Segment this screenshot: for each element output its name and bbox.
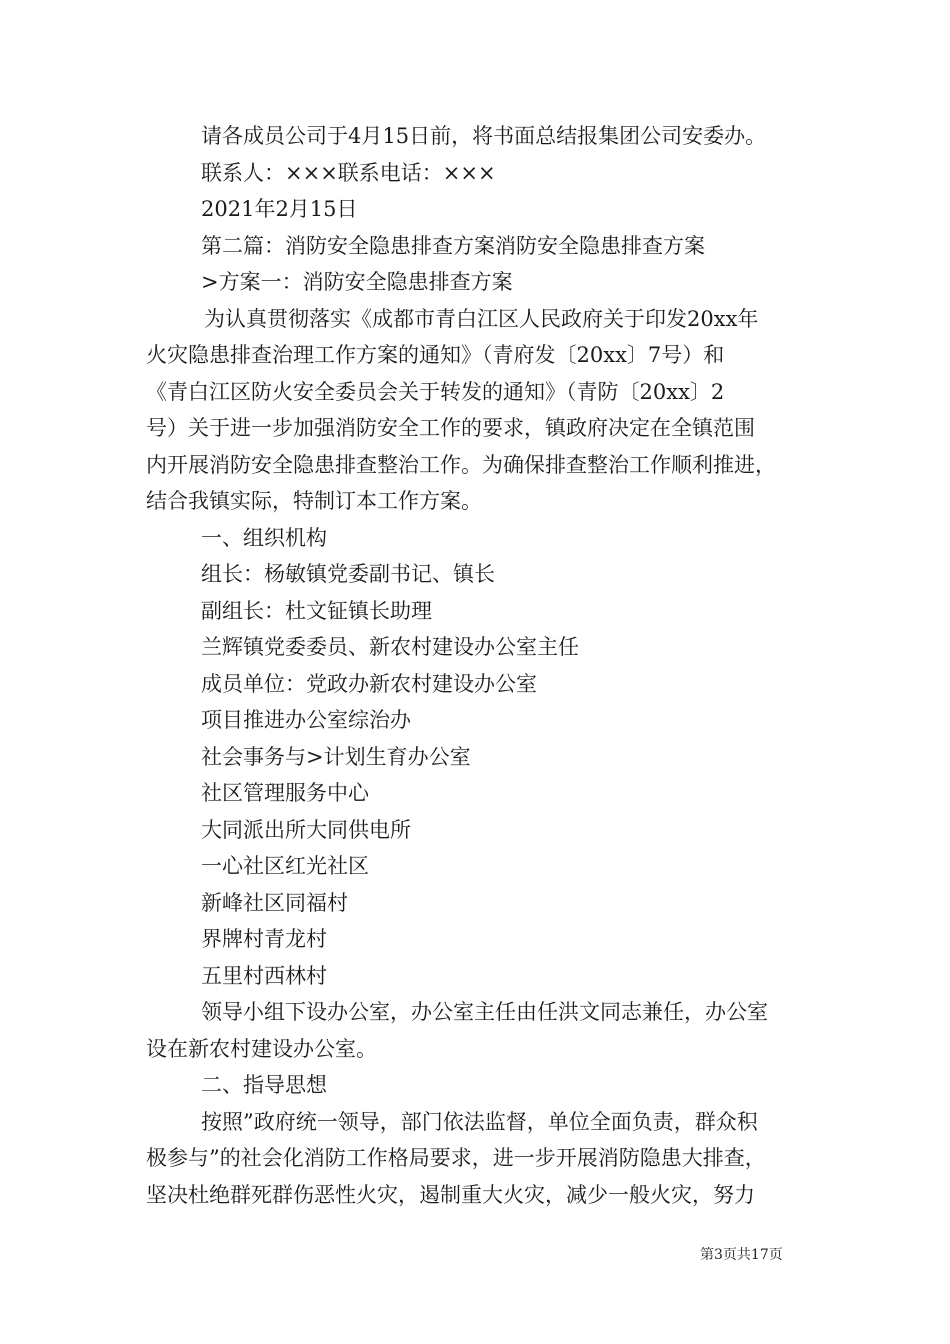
paragraph-line: 结合我镇实际，特制订本工作方案。 xyxy=(146,489,482,513)
contact-line: 联系人：×××联系电话：××× xyxy=(201,160,496,185)
paragraph-line: 极参与”的社会化消防工作格局要求，进一步开展消防隐患大排查， xyxy=(146,1146,766,1170)
paragraph-line: 火灾隐患排查治理工作方案的通知》（青府发〔20xx〕7号）和 xyxy=(146,343,725,367)
org-line: 社区管理服务中心 xyxy=(201,781,369,805)
paragraph-line: 坚决杜绝群死群伤恶性火灾，遏制重大火灾，减少一般火灾，努力 xyxy=(146,1182,755,1207)
section-title: 第二篇：消防安全隐患排查方案消防安全隐患排查方案 xyxy=(201,233,705,258)
paragraph-line: 为认真贯彻落实《成都市青白江区人民政府关于印发20xx年 xyxy=(204,306,759,331)
text-line: 请各成员公司于4月15日前，将书面总结报集团公司安委办。 xyxy=(201,124,767,148)
document-body xyxy=(146,118,806,1213)
org-line: 一心社区红光社区 xyxy=(201,854,369,878)
heading-guiding-ideology: 二、指导思想 xyxy=(201,1073,327,1097)
org-line: 成员单位：党政办新农村建设办公室 xyxy=(201,671,537,696)
paragraph-line: 按照”政府统一领导，部门依法监督，单位全面负责，群众积 xyxy=(201,1109,758,1134)
org-line: 社会事务与>计划生育办公室 xyxy=(201,744,471,769)
org-line: 新峰社区同福村 xyxy=(201,890,348,915)
org-line: 组长：杨敏镇党委副书记、镇长 xyxy=(201,562,495,586)
paragraph-line: 《青白江区防火安全委员会关于转发的通知》（青防〔20xx〕2 xyxy=(146,379,725,404)
org-line: 大同派出所大同供电所 xyxy=(201,817,411,842)
paragraph-line: 内开展消防安全隐患排查整治工作。为确保排查整治工作顺利推进， xyxy=(146,452,776,477)
paragraph-line: 设在新农村建设办公室。 xyxy=(146,1036,377,1061)
plan-title: >方案一：消防安全隐患排查方案 xyxy=(201,270,513,294)
page-number-footer: 第3页共17页 xyxy=(700,1247,783,1263)
org-line: 五里村西林村 xyxy=(201,963,327,988)
heading-organization: 一、组织机构 xyxy=(201,525,327,550)
org-line: 项目推进办公室综治办 xyxy=(201,708,411,732)
org-line: 兰辉镇党委委员、新农村建设办公室主任 xyxy=(201,635,579,659)
paragraph-line: 领导小组下设办公室，办公室主任由任洪文同志兼任，办公室 xyxy=(201,1000,768,1024)
org-line: 副组长：杜文钲镇长助理 xyxy=(201,598,432,623)
org-line: 界牌村青龙村 xyxy=(201,927,327,951)
date-line: 2021年2月15日 xyxy=(201,197,358,221)
paragraph-line: 号）关于进一步加强消防安全工作的要求，镇政府决定在全镇范围 xyxy=(146,416,755,440)
